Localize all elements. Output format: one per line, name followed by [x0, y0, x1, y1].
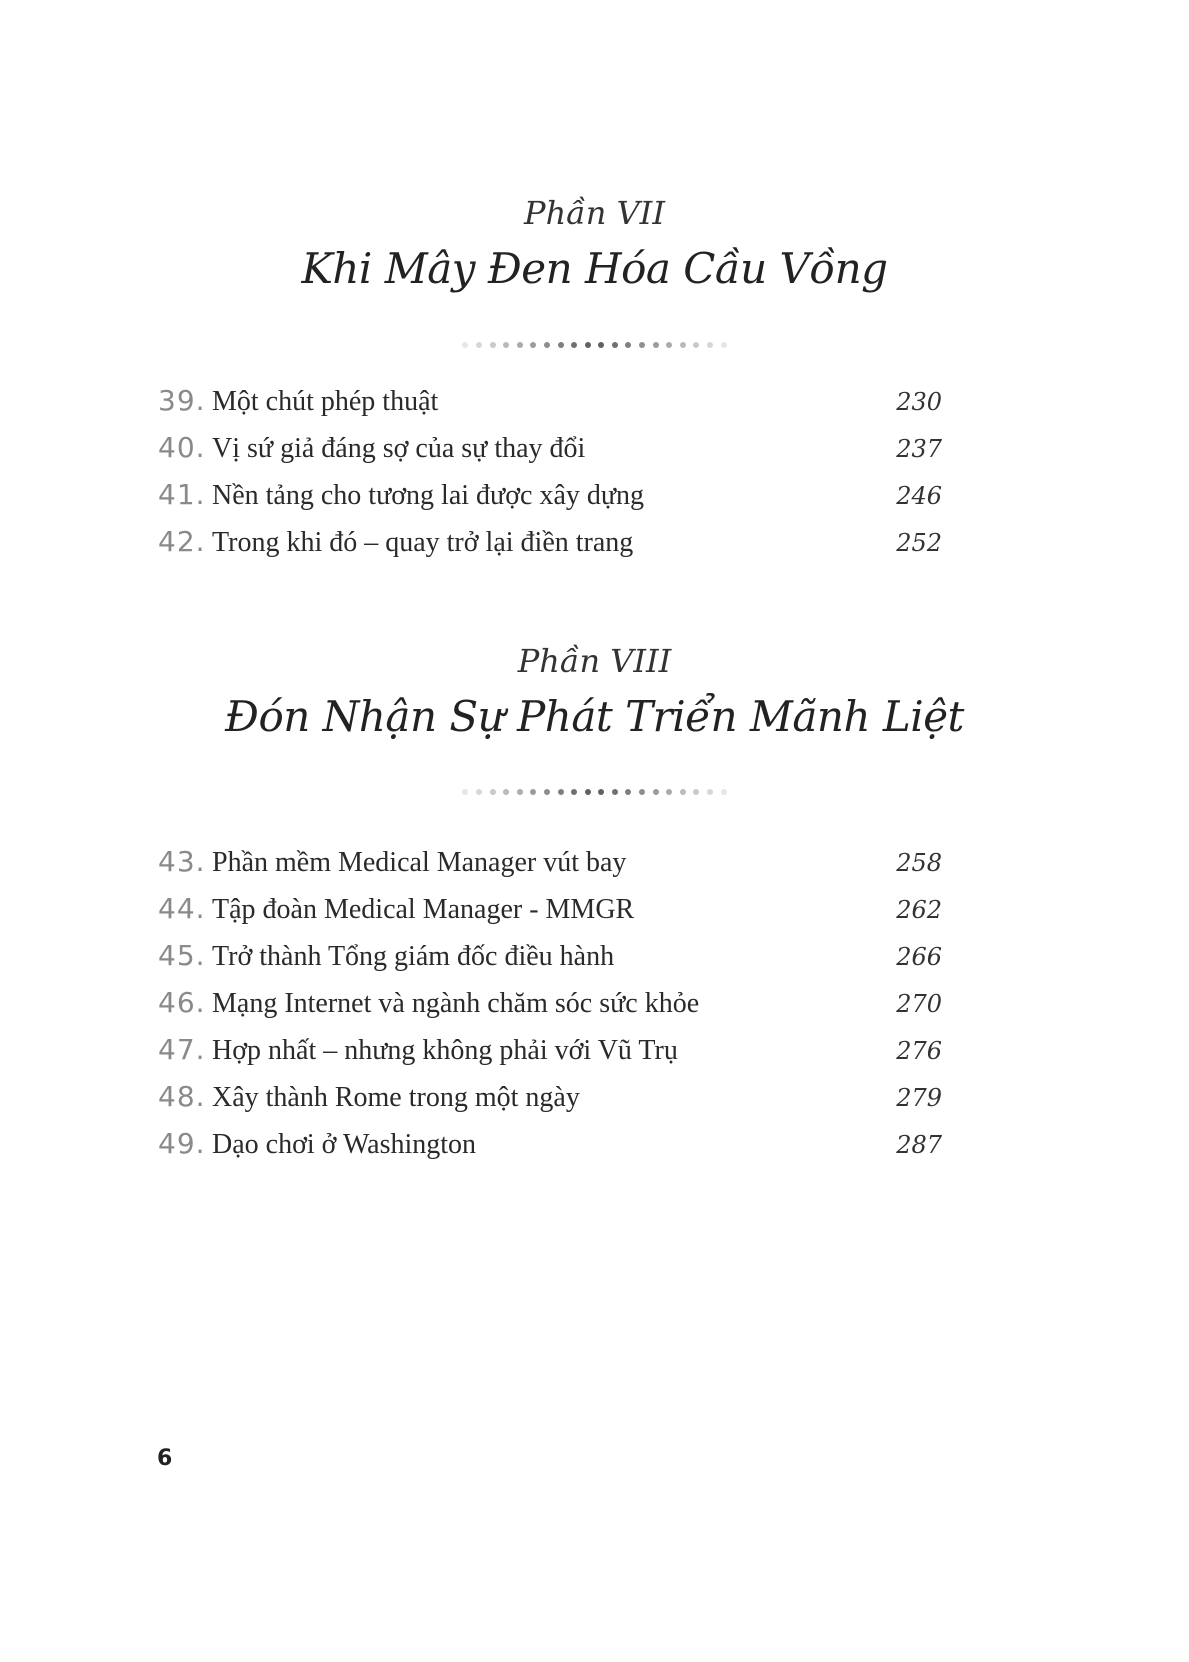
- divider-dot: [476, 789, 482, 795]
- toc-entry[interactable]: [158, 892, 942, 932]
- page-ref: 270: [896, 990, 942, 1018]
- divider-dot: [544, 789, 550, 795]
- page-ref: 246: [896, 482, 942, 510]
- divider-dot: [490, 342, 496, 348]
- chapter-number: 47.: [158, 1033, 206, 1066]
- divider-dot: [558, 342, 564, 348]
- divider-dot: [707, 789, 713, 795]
- divider-dot: [476, 342, 482, 348]
- toc-entry[interactable]: [158, 1080, 942, 1120]
- chapter-title: Dạo chơi ở Washington: [212, 1129, 477, 1160]
- toc-entry[interactable]: [158, 384, 942, 424]
- divider-dot: [462, 789, 468, 795]
- divider-dot: [639, 789, 645, 795]
- page-ref: 258: [896, 849, 942, 877]
- chapter-number: 49.: [158, 1127, 206, 1160]
- page-ref: 230: [896, 388, 942, 416]
- part-vii-title: Khi Mây Đen Hóa Cầu Vồng: [301, 244, 888, 293]
- divider-dot: [721, 789, 727, 795]
- page-ref: 279: [896, 1084, 942, 1112]
- divider-dot: [571, 789, 577, 795]
- divider-dot: [693, 342, 699, 348]
- divider-dot: [653, 342, 659, 348]
- page-ref: 287: [896, 1131, 942, 1159]
- divider-dot: [517, 342, 523, 348]
- chapter-title: Hợp nhất – nhưng không phải với Vũ Trụ: [212, 1035, 678, 1066]
- divider-dot: [503, 789, 509, 795]
- divider-dot: [693, 789, 699, 795]
- divider-dot: [639, 342, 645, 348]
- chapter-title: Xây thành Rome trong một ngày: [212, 1082, 580, 1113]
- divider-dot: [530, 342, 536, 348]
- divider-dot: [598, 789, 604, 795]
- chapter-number: 42.: [158, 525, 206, 558]
- chapter-number: 40.: [158, 431, 206, 464]
- chapter-title: Trong khi đó – quay trở lại điền trang: [212, 527, 634, 558]
- divider-dot: [625, 789, 631, 795]
- divider-dot: [462, 342, 468, 348]
- chapter-number: 39.: [158, 384, 206, 417]
- divider-dot: [558, 789, 564, 795]
- chapter-number: 43.: [158, 845, 206, 878]
- chapter-title: Phần mềm Medical Manager vút bay: [212, 847, 627, 878]
- divider-dot: [653, 789, 659, 795]
- chapter-number: 48.: [158, 1080, 206, 1113]
- toc-entry[interactable]: [158, 1033, 942, 1073]
- divider-dot: [490, 789, 496, 795]
- divider-dot: [517, 789, 523, 795]
- chapter-title: Một chút phép thuật: [212, 386, 439, 417]
- part-viii-label: Phần VIII: [517, 642, 672, 680]
- dot-divider: [0, 342, 1189, 348]
- chapter-title: Nền tảng cho tương lai được xây dựng: [212, 480, 645, 511]
- dot-divider: [0, 789, 1189, 795]
- page-ref: 276: [896, 1037, 942, 1065]
- divider-dot: [530, 789, 536, 795]
- divider-dot: [598, 342, 604, 348]
- page-number: 6: [157, 1446, 173, 1471]
- divider-dot: [680, 342, 686, 348]
- page-ref: 237: [896, 435, 942, 463]
- toc-entry[interactable]: [158, 1127, 942, 1167]
- page-ref: 252: [896, 529, 942, 557]
- page-ref: 262: [896, 896, 942, 924]
- chapter-number: 45.: [158, 939, 206, 972]
- chapter-number: 46.: [158, 986, 206, 1019]
- part-viii-title: Đón Nhận Sự Phát Triển Mãnh Liệt: [225, 692, 964, 741]
- divider-dot: [503, 342, 509, 348]
- chapter-title: Tập đoàn Medical Manager - MMGR: [212, 894, 635, 925]
- divider-dot: [666, 789, 672, 795]
- divider-dot: [612, 789, 618, 795]
- chapter-number: 41.: [158, 478, 206, 511]
- toc-entry[interactable]: [158, 986, 942, 1026]
- divider-dot: [680, 789, 686, 795]
- divider-dot: [585, 789, 591, 795]
- divider-dot: [571, 342, 577, 348]
- toc-entry[interactable]: [158, 431, 942, 471]
- divider-dot: [721, 342, 727, 348]
- toc-entry[interactable]: [158, 478, 942, 518]
- chapter-title: Vị sứ giả đáng sợ của sự thay đổi: [212, 433, 586, 464]
- toc-entry[interactable]: [158, 845, 942, 885]
- divider-dot: [585, 342, 591, 348]
- divider-dot: [612, 342, 618, 348]
- toc-entry[interactable]: [158, 525, 942, 565]
- page-ref: 266: [896, 943, 942, 971]
- part-vii-label: Phần VII: [524, 194, 665, 232]
- chapter-number: 44.: [158, 892, 206, 925]
- divider-dot: [707, 342, 713, 348]
- toc-entry[interactable]: [158, 939, 942, 979]
- chapter-title: Mạng Internet và ngành chăm sóc sức khỏe: [212, 988, 700, 1019]
- divider-dot: [666, 342, 672, 348]
- chapter-title: Trở thành Tổng giám đốc điều hành: [212, 941, 615, 972]
- divider-dot: [625, 342, 631, 348]
- divider-dot: [544, 342, 550, 348]
